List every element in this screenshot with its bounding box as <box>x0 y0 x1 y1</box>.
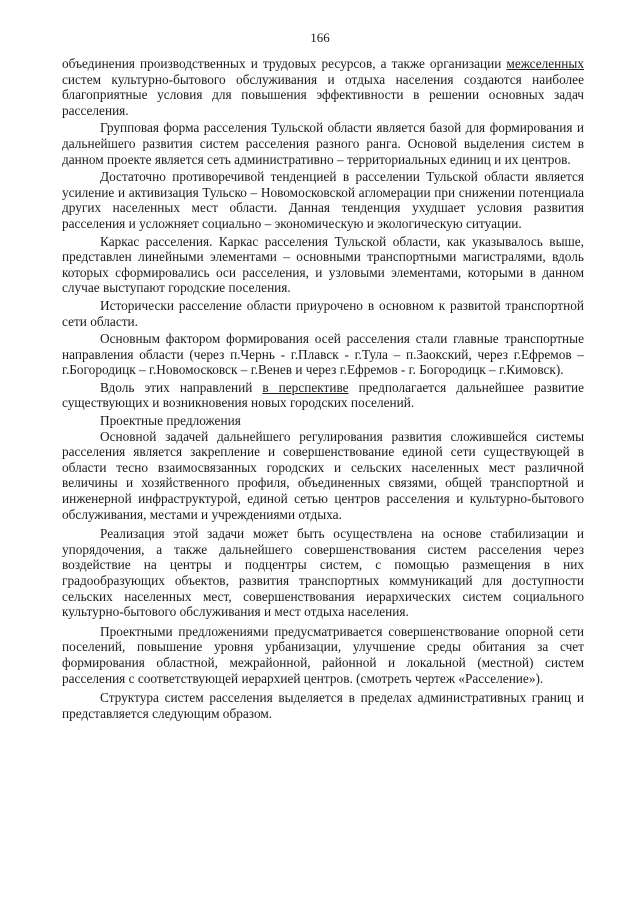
paragraph-2: Групповая форма расселения Тульской области является базой для формирования и дальнейшего развития систем расселения разного ранга. Основой выделения систем в данном проекте является сеть административно – территориальных единиц и их центров. <box>62 120 584 167</box>
paragraph-10: Реализация этой задачи может быть осуществлена на основе стабилизации и упорядочения, а также дальнейшего совершенствования систем расселения через воздействие на центры и подцентры систем, с помощью размещения в них градообразующих объектов, развития транспортных коммуникаций для доступности сельских населенных мест, совершенствования иерархических систем социального культурно-бытового обслуживания и мест отдыха населения. <box>62 526 584 620</box>
underlined-term-mezhselennykh: межселенных <box>506 56 584 71</box>
paragraph-1-text-start: объединения производственных и трудовых ресурсов, а также организации <box>62 56 507 71</box>
paragraph-11: Проектными предложениями предусматривается совершенствование опорной сети поселений, повышение уровня урбанизации, улучшение среды обитания за счет формирования областной, межрайонной, районной и локальной (местной) систем расселения с соответствующей иерархией центров. (смотреть чертеж «Расселение»). <box>62 623 584 686</box>
paragraph-4: Каркас расселения. Каркас расселения Тульской области, как указывалось выше, представлен линейными элементами – основными транспортными магистралями, вдоль которых сформировались оси расселения, и узловыми элементами, которыми в данном случае выступают городские поселения. <box>62 233 584 296</box>
paragraph-7-text-end: предполагается дальнейшее развитие существующих и возникновения новых городских поселений. <box>62 379 584 411</box>
paragraph-3: Достаточно противоречивой тенденцией в расселении Тульской области является усиление и активизация Тульско – Новомосковской агломерации при снижении потенциала других населенных мест области. Данная тенденция ухудшает условия развития расселения и усложняет социально – экономическую и экологическую ситуации. <box>62 169 584 231</box>
page-number: 166 <box>310 30 330 45</box>
document-body <box>62 56 584 721</box>
paragraph-7 <box>62 380 584 411</box>
paragraph-7-text-start: Вдоль этих направлений <box>100 379 263 395</box>
section-heading-project-proposals: Проектные предложения <box>100 413 241 429</box>
paragraph-5: Исторически расселение области приурочено в основном к развитой транспортной сети области. <box>62 297 584 329</box>
paragraph-1 <box>62 56 584 118</box>
paragraph-12: Структура систем расселения выделяется в пределах административных границ и представляется следующим образом. <box>62 690 584 721</box>
underlined-term-v-perspektive: в перспективе <box>262 379 349 395</box>
paragraph-1-text-end: систем культурно-бытового обслуживания и отдыха населения создаются наиболее благоприятные условия для повышения эффективности в решении основных задач расселения. <box>62 71 584 118</box>
paragraph-6: Основным фактором формирования осей расселения стали главные транспортные направления области (через п.Чернь - г.Плавск - г.Тула – п.Заокский, через г.Ефремов – г.Богородицк – г.Новомосковск – г.Венев и через г.Ефремов - г. Богородицк – г.Кимовск). <box>62 331 584 378</box>
paragraph-9: Основной задачей дальнейшего регулирования развития сложившейся системы расселения является закрепление и совершенствование единой сети существующей в области тесно взаимосвязанных городских и сельских населенных мест различной величины и хозяйственного профиля, объединенных связями, общей транспортной и инженерной инфраструктурой, единой сетью центров расселения и культурно-бытового обслуживания, местами и учреждениями отдыха. <box>62 428 584 522</box>
